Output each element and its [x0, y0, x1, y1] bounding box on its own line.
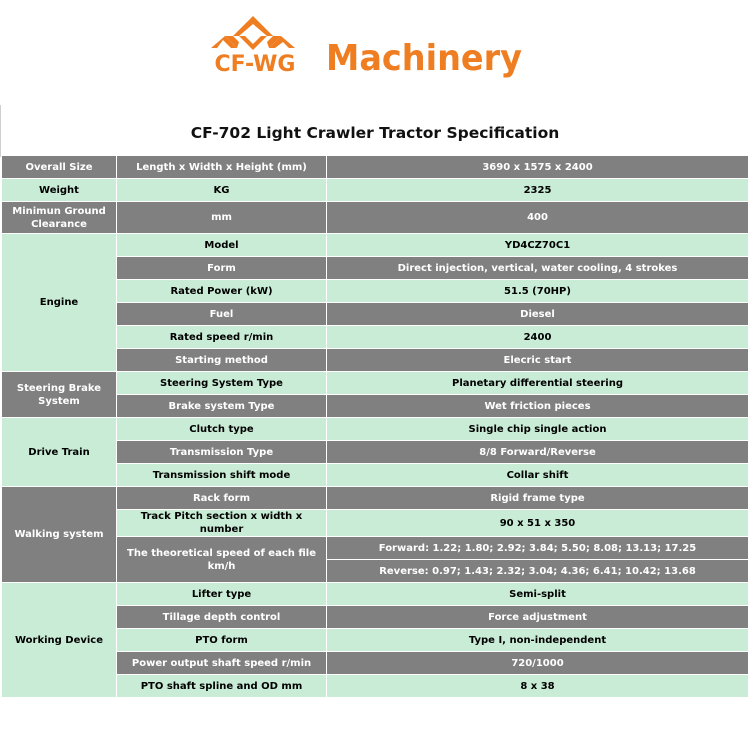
spec-label: Track Pitch section x width x number [117, 510, 327, 537]
table-row [2, 202, 749, 234]
spec-label: Lifter type [117, 583, 327, 606]
spec-label: Rated speed r/min [117, 326, 327, 349]
table-row [2, 179, 749, 202]
table-row [2, 583, 749, 606]
spec-label: Form [117, 257, 327, 280]
spec-value: 51.5 (70HP) [327, 280, 749, 303]
header [0, 0, 750, 105]
spec-label: Fuel [117, 303, 327, 326]
category-cell: Steering Brake System [2, 372, 117, 418]
spec-label: Steering System Type [117, 372, 327, 395]
spec-value: 90 x 51 x 350 [327, 510, 749, 537]
category-cell: Weight [2, 179, 117, 202]
table-row [2, 372, 749, 395]
spec-value: Forward: 1.22; 1.80; 2.92; 3.84; 5.50; 8.08; 13.13; 17.25 [327, 537, 749, 560]
page-title: CF-702 Light Crawler Tractor Specification [190, 124, 560, 142]
table-row [2, 418, 749, 441]
category-cell: Engine [2, 234, 117, 372]
spec-label: Rated Power (kW) [117, 280, 327, 303]
spec-value: Rigid frame type [327, 487, 749, 510]
spec-value: Elecric start [327, 349, 749, 372]
table-row [2, 156, 749, 179]
spec-label: KG [117, 179, 327, 202]
spec-value: Single chip single action [327, 418, 749, 441]
spec-value: Direct injection, vertical, water cooling, 4 strokes [327, 257, 749, 280]
category-cell: Drive Train [2, 418, 117, 487]
logo-text: CF-WG [214, 52, 296, 77]
spec-label: Power output shaft speed r/min [117, 652, 327, 675]
spec-value: Wet friction pieces [327, 395, 749, 418]
spec-value: 720/1000 [327, 652, 749, 675]
spec-value: 3690 x 1575 x 2400 [327, 156, 749, 179]
spec-value: Planetary differential steering [327, 372, 749, 395]
category-cell: Walking system [2, 487, 117, 583]
spec-label: mm [117, 202, 327, 234]
spec-label: Rack form [117, 487, 327, 510]
spec-label: Clutch type [117, 418, 327, 441]
spec-value: 8/8 Forward/Reverse [327, 441, 749, 464]
spec-label: Transmission Type [117, 441, 327, 464]
spec-label: Transmission shift mode [117, 464, 327, 487]
spec-value: Type I, non-independent [327, 629, 749, 652]
spec-value: Force adjustment [327, 606, 749, 629]
spec-value: YD4CZ70C1 [327, 234, 749, 257]
spec-value: Reverse: 0.97; 1.43; 2.32; 3.04; 4.36; 6.41; 10.42; 13.68 [327, 560, 749, 583]
spec-label: Starting method [117, 349, 327, 372]
spec-value: 2325 [327, 179, 749, 202]
category-cell: Minimun Ground Clearance [2, 202, 117, 234]
spec-label: Brake system Type [117, 395, 327, 418]
spec-value: 2400 [327, 326, 749, 349]
category-cell: Working Device [2, 583, 117, 698]
spec-value: Semi-split [327, 583, 749, 606]
spec-label: PTO shaft spline and OD mm [117, 675, 327, 698]
table-row [2, 234, 749, 257]
spec-value: Diesel [327, 303, 749, 326]
category-cell: Overall Size [2, 156, 117, 179]
spec-label: Length x Width x Height (mm) [117, 156, 327, 179]
brand-name: Machinery [326, 38, 522, 79]
spec-label: PTO form [117, 629, 327, 652]
table-row [2, 487, 749, 510]
spec-value: Collar shift [327, 464, 749, 487]
spec-label: Tillage depth control [117, 606, 327, 629]
spec-value: 8 x 38 [327, 675, 749, 698]
spec-value: 400 [327, 202, 749, 234]
spec-label: Model [117, 234, 327, 257]
spec-label: The theoretical speed of each file km/h [117, 537, 327, 583]
spec-table [1, 155, 749, 698]
